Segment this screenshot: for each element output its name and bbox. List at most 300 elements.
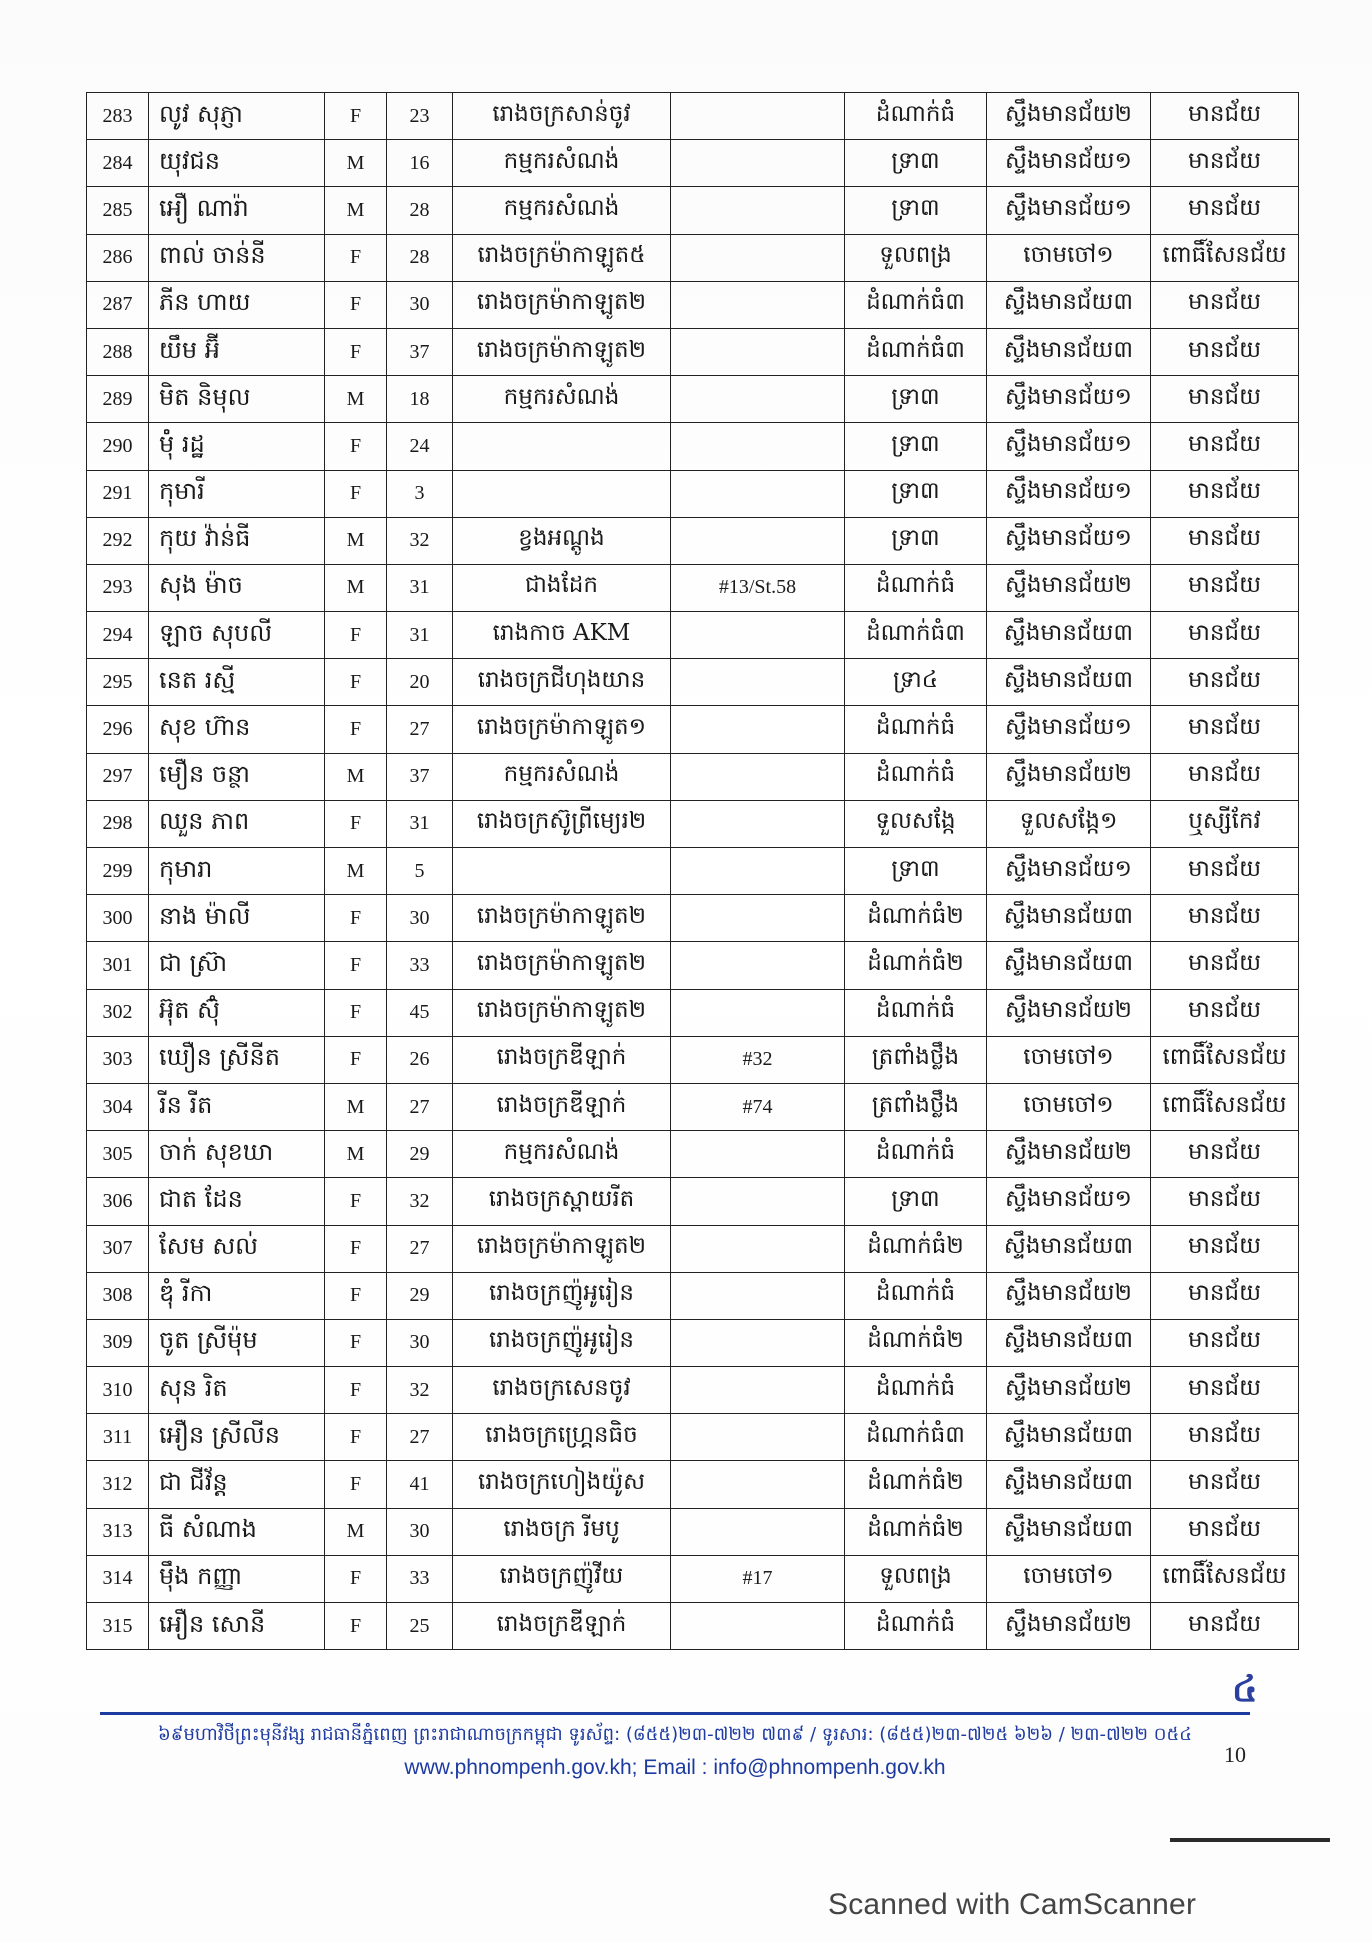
cell-number: 288 (87, 328, 149, 375)
cell-name: ឡាច សុបលី (149, 612, 325, 659)
cell-house-number (671, 612, 845, 659)
cell-sangkat: ស្ទឹងមានជ័យ២ (987, 989, 1151, 1036)
cell-village: ដំណាក់ធំ (845, 706, 987, 753)
cell-khan: មានជ័យ (1151, 989, 1299, 1036)
cell-house-number (671, 706, 845, 753)
cell-house-number (671, 470, 845, 517)
cell-khan: មានជ័យ (1151, 1603, 1299, 1650)
cell-sangkat: ស្ទឹងមានជ័យ២ (987, 1272, 1151, 1319)
cell-number: 298 (87, 800, 149, 847)
cell-sex: F (325, 1555, 387, 1602)
cell-village: ដំណាក់ធំ២ (845, 1319, 987, 1366)
cell-house-number (671, 1414, 845, 1461)
cell-village: ដំណាក់ធំ (845, 753, 987, 800)
cell-age: 32 (387, 517, 453, 564)
cell-name: ម៉ឹង កញ្ញា (149, 1555, 325, 1602)
cell-age: 27 (387, 706, 453, 753)
table-row (87, 612, 1299, 659)
cell-number: 284 (87, 140, 149, 187)
scanner-watermark: Scanned with CamScanner (828, 1888, 1197, 1921)
cell-sex: M (325, 1083, 387, 1130)
cell-occupation: រោងចក្រឌីឡាក់ (453, 1083, 671, 1130)
cell-house-number (671, 517, 845, 564)
cell-village: ដំណាក់ធំ២ (845, 942, 987, 989)
cell-name: អឿ ណារ៉ា (149, 187, 325, 234)
cell-sangkat: ស្ទឹងមានជ័យ៣ (987, 281, 1151, 328)
cell-sangkat: ស្ទឹងមានជ័យ១ (987, 706, 1151, 753)
cell-sangkat: ស្ទឹងមានជ័យ៣ (987, 895, 1151, 942)
footer-address: ៦៩មហាវិថីព្រះមុនីវង្ស រាជធានីភ្នំពេញ ព្រះរាជាណាចក្រកម្ពុជា ទូរស័ព្ទ: (៨៥៥)២៣-៧២២ ៧៣៩ / ទូរសារ: (៨៥៥)២៣-៧២៥ ៦២៦ / ២៣-៧២២ ០៥៤ (158, 1724, 1192, 1745)
table-row (87, 517, 1299, 564)
cell-khan: មានជ័យ (1151, 1178, 1299, 1225)
cell-khan: មានជ័យ (1151, 942, 1299, 989)
cell-occupation: រោងចក្រម៉ាកាឡូត៥ (453, 234, 671, 281)
cell-number: 287 (87, 281, 149, 328)
footer-divider (100, 1712, 1250, 1715)
cell-khan: មានជ័យ (1151, 376, 1299, 423)
cell-village: ដំណាក់ធំ២ (845, 895, 987, 942)
cell-age: 31 (387, 612, 453, 659)
table-row (87, 1461, 1299, 1508)
cell-name: ជាត ដែន (149, 1178, 325, 1225)
cell-village: ដំណាក់ធំ២ (845, 1225, 987, 1272)
cell-age: 25 (387, 1603, 453, 1650)
cell-village: ដំណាក់ធំ២ (845, 1461, 987, 1508)
cell-sex: M (325, 1131, 387, 1178)
cell-name: កុមារី (149, 470, 325, 517)
bottom-divider (1170, 1838, 1330, 1842)
cell-house-number (671, 753, 845, 800)
cell-number: 304 (87, 1083, 149, 1130)
cell-khan: មានជ័យ (1151, 848, 1299, 895)
handwritten-page-mark: ៤ (1232, 1669, 1258, 1710)
cell-number: 310 (87, 1367, 149, 1414)
cell-khan: ពោធិ៍សែនជ័យ (1151, 1555, 1299, 1602)
cell-khan: មានជ័យ (1151, 1131, 1299, 1178)
cell-house-number (671, 1178, 845, 1225)
cell-house-number (671, 93, 845, 140)
cell-sex: F (325, 942, 387, 989)
cell-village: ដំណាក់ធំ៣ (845, 612, 987, 659)
cell-age: 16 (387, 140, 453, 187)
cell-name: សុង ម៉ាច (149, 564, 325, 611)
cell-name: ចាក់ សុខឃា (149, 1131, 325, 1178)
cell-khan: មានជ័យ (1151, 517, 1299, 564)
cell-village: ទ្រា៣ (845, 187, 987, 234)
cell-name: ឌុំ រីកា (149, 1272, 325, 1319)
cell-village: ទ្រា៣ (845, 517, 987, 564)
cell-number: 286 (87, 234, 149, 281)
cell-number: 299 (87, 848, 149, 895)
cell-occupation: កម្មករសំណង់ (453, 753, 671, 800)
cell-age: 24 (387, 423, 453, 470)
cell-name: ធី សំណាង (149, 1508, 325, 1555)
cell-khan: មានជ័យ (1151, 423, 1299, 470)
table-row (87, 895, 1299, 942)
cell-occupation: រោងចក្រញ៉ូអូរៀន (453, 1319, 671, 1366)
cell-house-number (671, 942, 845, 989)
cell-sex: M (325, 517, 387, 564)
cell-sangkat: ស្ទឹងមានជ័យ១ (987, 140, 1151, 187)
cell-khan: មានជ័យ (1151, 1319, 1299, 1366)
cell-name: ឈួន ភាព (149, 800, 325, 847)
cell-house-number (671, 328, 845, 375)
cell-name: សុខ ហ៊ាន (149, 706, 325, 753)
cell-house-number (671, 281, 845, 328)
cell-name: ជា ជីវ័ន្ត (149, 1461, 325, 1508)
cell-occupation: រោងចក្រសេនចូវ (453, 1367, 671, 1414)
cell-house-number (671, 895, 845, 942)
table-row (87, 1178, 1299, 1225)
cell-occupation: កម្មករសំណង់ (453, 140, 671, 187)
cell-name: រីន រីត (149, 1083, 325, 1130)
table-row (87, 1367, 1299, 1414)
cell-house-number (671, 848, 845, 895)
cell-occupation: រោងកាច AKM (453, 612, 671, 659)
cell-sangkat: ស្ទឹងមានជ័យ៣ (987, 1461, 1151, 1508)
cell-number: 311 (87, 1414, 149, 1461)
cell-khan: មានជ័យ (1151, 706, 1299, 753)
cell-sex: F (325, 1319, 387, 1366)
cell-house-number (671, 1508, 845, 1555)
cell-name: ភីន ហាយ (149, 281, 325, 328)
table-row (87, 328, 1299, 375)
cell-occupation: រោងចក្រម៉ាកាឡូត១ (453, 706, 671, 753)
cell-age: 20 (387, 659, 453, 706)
cell-sex: F (325, 659, 387, 706)
cell-age: 45 (387, 989, 453, 1036)
cell-age: 30 (387, 1319, 453, 1366)
table-row (87, 423, 1299, 470)
table-row (87, 753, 1299, 800)
cell-name: ម៉ុំ រដ្ឋ (149, 423, 325, 470)
cell-occupation: រោងចក្រហ្គ្រេនធិច (453, 1414, 671, 1461)
cell-name: សុន រិត (149, 1367, 325, 1414)
cell-age: 26 (387, 1036, 453, 1083)
cell-age: 31 (387, 564, 453, 611)
cell-occupation: ជាងដែក (453, 564, 671, 611)
cell-house-number: #13/St.58 (671, 564, 845, 611)
cell-number: 301 (87, 942, 149, 989)
table-row (87, 1319, 1299, 1366)
cell-sex: F (325, 281, 387, 328)
table-row (87, 1131, 1299, 1178)
cell-village: ដំណាក់ធំ២ (845, 1508, 987, 1555)
cell-occupation: រោងចក្រញ៉ូវីយ (453, 1555, 671, 1602)
cell-sex: F (325, 989, 387, 1036)
cell-name: កុយ វ៉ាន់ធី (149, 517, 325, 564)
cell-village: ដំណាក់ធំ (845, 93, 987, 140)
cell-sex: F (325, 1367, 387, 1414)
cell-sex: F (325, 800, 387, 847)
table-row (87, 1555, 1299, 1602)
cell-name: មិត និមុល (149, 376, 325, 423)
cell-occupation: រោងចក្រញ៉ូអូរៀន (453, 1272, 671, 1319)
cell-sex: F (325, 93, 387, 140)
table-row (87, 93, 1299, 140)
cell-number: 285 (87, 187, 149, 234)
cell-age: 37 (387, 753, 453, 800)
table-row (87, 1272, 1299, 1319)
cell-age: 27 (387, 1225, 453, 1272)
cell-sangkat: ស្ទឹងមានជ័យ១ (987, 517, 1151, 564)
cell-village: ដំណាក់ធំ៣ (845, 1414, 987, 1461)
cell-village: ដំណាក់ធំ (845, 1131, 987, 1178)
cell-occupation: រោងចក្រម៉ាកាឡូត២ (453, 895, 671, 942)
cell-sex: F (325, 1225, 387, 1272)
table-row (87, 1225, 1299, 1272)
cell-name: យុវជន (149, 140, 325, 187)
cell-sangkat: ទួលសង្កែ១ (987, 800, 1151, 847)
cell-village: ដំណាក់ធំ (845, 1603, 987, 1650)
cell-sex: F (325, 234, 387, 281)
cell-name: អឿន ស្រីលីន (149, 1414, 325, 1461)
cell-village: ទ្រា៣ (845, 848, 987, 895)
table-row (87, 848, 1299, 895)
table-row (87, 800, 1299, 847)
cell-age: 30 (387, 1508, 453, 1555)
cell-sex: F (325, 423, 387, 470)
cell-number: 289 (87, 376, 149, 423)
cell-khan: មានជ័យ (1151, 1508, 1299, 1555)
cell-number: 312 (87, 1461, 149, 1508)
cell-number: 315 (87, 1603, 149, 1650)
table-row (87, 470, 1299, 517)
cell-occupation: ខ្វងអណ្ដូង (453, 517, 671, 564)
cell-number: 313 (87, 1508, 149, 1555)
cell-number: 300 (87, 895, 149, 942)
cell-sex: F (325, 470, 387, 517)
cell-house-number (671, 659, 845, 706)
cell-village: ទួលពង្រ (845, 1555, 987, 1602)
cell-number: 293 (87, 564, 149, 611)
cell-number: 295 (87, 659, 149, 706)
cell-sex: F (325, 328, 387, 375)
cell-sangkat: ស្ទឹងមានជ័យ១ (987, 187, 1151, 234)
cell-sangkat: ចោមចៅ១ (987, 234, 1151, 281)
cell-age: 3 (387, 470, 453, 517)
cell-village: ត្រពាំងថ្លឹង (845, 1083, 987, 1130)
cell-occupation: រោងចក្រស្ពាយរីត (453, 1178, 671, 1225)
cell-village: ដំណាក់ធំ៣ (845, 281, 987, 328)
cell-sex: F (325, 1272, 387, 1319)
cell-occupation: រោងចក្រម៉ាកាឡូត២ (453, 281, 671, 328)
cell-house-number: #32 (671, 1036, 845, 1083)
cell-age: 27 (387, 1083, 453, 1130)
cell-occupation: រោងចក្រ រីមបូ (453, 1508, 671, 1555)
cell-sangkat: ចោមចៅ១ (987, 1036, 1151, 1083)
cell-number: 290 (87, 423, 149, 470)
cell-name: យឹម អ៊ី (149, 328, 325, 375)
cell-sangkat: ស្ទឹងមានជ័យ៣ (987, 659, 1151, 706)
cell-name: អឿន សោនី (149, 1603, 325, 1650)
table-row (87, 942, 1299, 989)
cell-number: 296 (87, 706, 149, 753)
cell-name: សែម សល់ (149, 1225, 325, 1272)
cell-sangkat: ស្ទឹងមានជ័យ៣ (987, 1225, 1151, 1272)
records-table-body (87, 93, 1299, 1650)
cell-khan: មានជ័យ (1151, 659, 1299, 706)
cell-village: ទ្រា៣ (845, 470, 987, 517)
cell-khan: មានជ័យ (1151, 93, 1299, 140)
cell-number: 297 (87, 753, 149, 800)
cell-occupation: រោងចក្រម៉ាកាឡូត២ (453, 328, 671, 375)
cell-age: 28 (387, 187, 453, 234)
cell-khan: មានជ័យ (1151, 1414, 1299, 1461)
cell-khan: មានជ័យ (1151, 470, 1299, 517)
table-row (87, 1414, 1299, 1461)
cell-house-number (671, 989, 845, 1036)
cell-sangkat: ស្ទឹងមានជ័យ៣ (987, 612, 1151, 659)
cell-sex: M (325, 564, 387, 611)
cell-sangkat: ស្ទឹងមានជ័យ៣ (987, 1414, 1151, 1461)
cell-sex: F (325, 1036, 387, 1083)
cell-khan: មានជ័យ (1151, 187, 1299, 234)
cell-sex: F (325, 612, 387, 659)
cell-number: 306 (87, 1178, 149, 1225)
cell-name: ឃឿន ស្រីនីត (149, 1036, 325, 1083)
table-row (87, 376, 1299, 423)
cell-sangkat: ស្ទឹងមានជ័យ២ (987, 93, 1151, 140)
cell-sangkat: ស្ទឹងមានជ័យ១ (987, 423, 1151, 470)
cell-number: 291 (87, 470, 149, 517)
cell-sangkat: ស្ទឹងមានជ័យ៣ (987, 942, 1151, 989)
cell-khan: មានជ័យ (1151, 895, 1299, 942)
cell-sex: M (325, 848, 387, 895)
table-row (87, 140, 1299, 187)
cell-sex: F (325, 1414, 387, 1461)
cell-age: 31 (387, 800, 453, 847)
cell-house-number: #74 (671, 1083, 845, 1130)
cell-number: 292 (87, 517, 149, 564)
cell-house-number (671, 187, 845, 234)
cell-occupation (453, 470, 671, 517)
cell-house-number (671, 1272, 845, 1319)
cell-house-number (671, 1225, 845, 1272)
cell-number: 303 (87, 1036, 149, 1083)
cell-age: 29 (387, 1131, 453, 1178)
cell-khan: មានជ័យ (1151, 1461, 1299, 1508)
cell-house-number (671, 234, 845, 281)
cell-house-number (671, 1367, 845, 1414)
cell-age: 41 (387, 1461, 453, 1508)
cell-sex: M (325, 753, 387, 800)
cell-occupation: រោងចក្រម៉ាកាឡូត២ (453, 942, 671, 989)
cell-age: 33 (387, 942, 453, 989)
cell-age: 33 (387, 1555, 453, 1602)
cell-sangkat: ស្ទឹងមានជ័យ៣ (987, 1319, 1151, 1366)
cell-sex: M (325, 1508, 387, 1555)
cell-sex: F (325, 1461, 387, 1508)
cell-house-number (671, 423, 845, 470)
cell-village: ដំណាក់ធំ (845, 989, 987, 1036)
cell-sangkat: ចោមចៅ១ (987, 1555, 1151, 1602)
cell-house-number (671, 1461, 845, 1508)
cell-village: ត្រពាំងថ្លឹង (845, 1036, 987, 1083)
table-row (87, 1036, 1299, 1083)
cell-khan: មានជ័យ (1151, 328, 1299, 375)
cell-house-number (671, 1603, 845, 1650)
cell-name: នេត រស្មី (149, 659, 325, 706)
cell-number: 308 (87, 1272, 149, 1319)
cell-sangkat: ស្ទឹងមានជ័យ២ (987, 1131, 1151, 1178)
cell-number: 309 (87, 1319, 149, 1366)
cell-khan: មានជ័យ (1151, 1272, 1299, 1319)
cell-occupation: រោងចក្រម៉ាកាឡូត២ (453, 1225, 671, 1272)
cell-sangkat: ស្ទឹងមានជ័យ១ (987, 470, 1151, 517)
cell-village: ទួលសង្កែ (845, 800, 987, 847)
cell-age: 23 (387, 93, 453, 140)
cell-occupation: រោងចក្រជីហុងយាន (453, 659, 671, 706)
cell-sangkat: ស្ទឹងមានជ័យ៣ (987, 328, 1151, 375)
cell-name: ពាល់ ចាន់នី (149, 234, 325, 281)
cell-house-number (671, 800, 845, 847)
cell-house-number: #17 (671, 1555, 845, 1602)
cell-occupation: រោងចក្រឌីឡាក់ (453, 1036, 671, 1083)
cell-sangkat: ស្ទឹងមានជ័យ២ (987, 1367, 1151, 1414)
cell-name: មឿន ចន្ថា (149, 753, 325, 800)
cell-sex: F (325, 895, 387, 942)
cell-age: 30 (387, 895, 453, 942)
cell-age: 32 (387, 1367, 453, 1414)
cell-khan: ពោធិ៍សែនជ័យ (1151, 1036, 1299, 1083)
cell-name: នាង ម៉ាលី (149, 895, 325, 942)
cell-sex: F (325, 1178, 387, 1225)
table-row (87, 706, 1299, 753)
cell-sex: M (325, 376, 387, 423)
cell-sex: F (325, 706, 387, 753)
cell-sangkat: ស្ទឹងមានជ័យ២ (987, 564, 1151, 611)
cell-occupation: រោងចក្រហៀងយ៉ូស (453, 1461, 671, 1508)
cell-khan: ឬស្សីកែវ (1151, 800, 1299, 847)
cell-occupation: កម្មករសំណង់ (453, 1131, 671, 1178)
records-table (86, 92, 1299, 1650)
cell-occupation: កម្មករសំណង់ (453, 376, 671, 423)
cell-age: 30 (387, 281, 453, 328)
cell-age: 5 (387, 848, 453, 895)
cell-age: 27 (387, 1414, 453, 1461)
cell-occupation: រោងចក្រសាន់ចូវ (453, 93, 671, 140)
cell-age: 18 (387, 376, 453, 423)
cell-village: ដំណាក់ធំ (845, 1272, 987, 1319)
cell-occupation: កម្មករសំណង់ (453, 187, 671, 234)
table-row (87, 1083, 1299, 1130)
cell-khan: ពោធិ៍សែនជ័យ (1151, 234, 1299, 281)
cell-village: ទ្រា៣ (845, 1178, 987, 1225)
cell-age: 32 (387, 1178, 453, 1225)
cell-house-number (671, 376, 845, 423)
cell-sangkat: ស្ទឹងមានជ័យ៣ (987, 1508, 1151, 1555)
cell-name: កុមារា (149, 848, 325, 895)
cell-village: ទ្រា៣ (845, 423, 987, 470)
cell-number: 302 (87, 989, 149, 1036)
cell-age: 28 (387, 234, 453, 281)
table-row (87, 234, 1299, 281)
cell-village: ទ្រា៣ (845, 376, 987, 423)
cell-name: លូវ សុភ្ញា (149, 93, 325, 140)
cell-sex: M (325, 187, 387, 234)
cell-number: 283 (87, 93, 149, 140)
table-row (87, 1508, 1299, 1555)
cell-khan: មានជ័យ (1151, 140, 1299, 187)
cell-occupation: រោងចក្រឌីឡាក់ (453, 1603, 671, 1650)
cell-number: 307 (87, 1225, 149, 1272)
cell-village: ដំណាក់ធំ (845, 564, 987, 611)
table-row (87, 564, 1299, 611)
cell-name: ជា ស្រ៊ា (149, 942, 325, 989)
cell-age: 37 (387, 328, 453, 375)
cell-village: ដំណាក់ធំ (845, 1367, 987, 1414)
